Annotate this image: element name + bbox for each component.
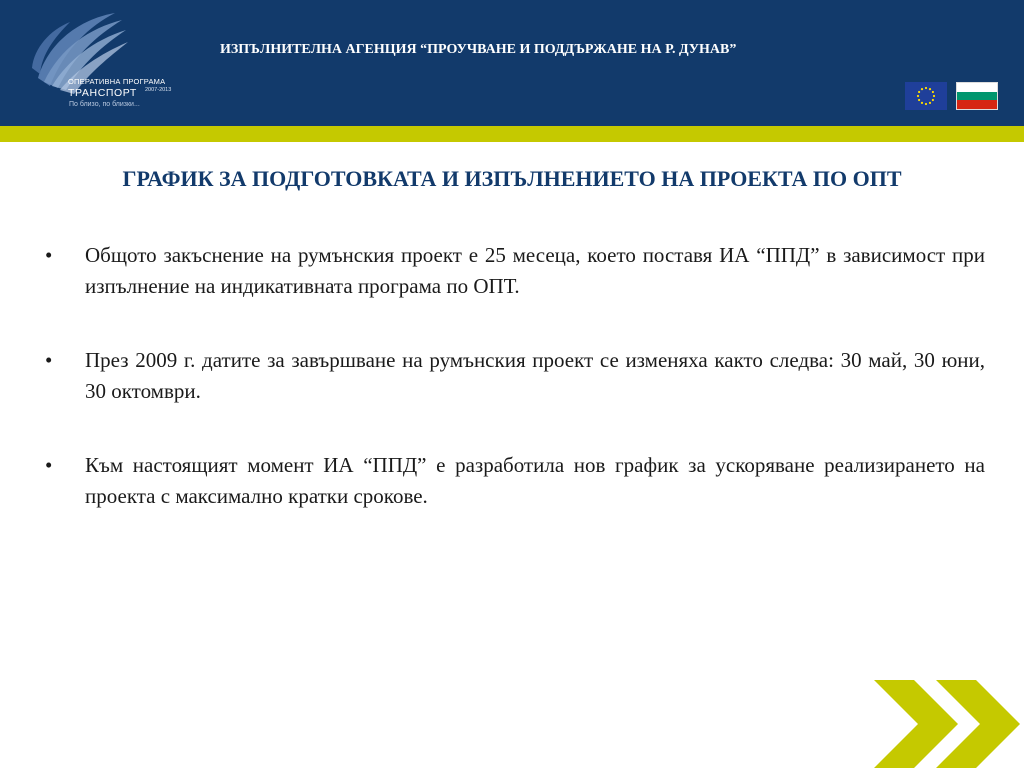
bullet-item bbox=[45, 345, 985, 407]
bulgaria-flag-icon bbox=[956, 82, 998, 110]
bullet-text: През 2009 г. датите за завършване на румънския проект се изменяха както следва: 30 май, 30 юни, 30 октомври. bbox=[85, 348, 985, 403]
eu-flag-icon bbox=[905, 82, 947, 110]
agency-title: ИЗПЪЛНИТЕЛНА АГЕНЦИЯ “ПРОУЧВАНЕ И ПОДДЪРЖАНЕ НА Р. ДУНАВ” bbox=[220, 42, 737, 57]
bullet-item bbox=[45, 450, 985, 512]
logo-program-name: ОПЕРАТИВНА ПРОГРАМА bbox=[68, 77, 166, 86]
logo-tagline: По близо, по близки... bbox=[69, 101, 140, 108]
header-bar bbox=[0, 0, 1024, 126]
double-chevron-right-icon bbox=[870, 680, 1024, 768]
bullet-marker: • bbox=[45, 348, 53, 372]
accent-stripe bbox=[0, 126, 1024, 142]
bullet-marker: • bbox=[45, 243, 53, 267]
logo-years: 2007-2013 bbox=[145, 87, 172, 93]
bullet-item bbox=[45, 240, 985, 302]
logo-program-title: ТРАНСПОРТ bbox=[68, 87, 137, 99]
bullet-text: Към настоящият момент ИА “ППД” е разработила нов график за ускоряване реализирането на проекта с максимално кратки срокове. bbox=[85, 453, 985, 508]
slide-title: ГРАФИК ЗА ПОДГОТОВКАТА И ИЗПЪЛНЕНИЕТО НА ПРОЕКТА ПО ОПТ bbox=[122, 166, 902, 191]
bullet-marker: • bbox=[45, 453, 53, 477]
bullet-list bbox=[45, 240, 985, 555]
bullet-text: Общото закъснение на румънския проект е 25 месеца, което поставя ИА “ППД” в зависимост при изпълнение на индикативната програма по ОПТ. bbox=[85, 243, 985, 298]
